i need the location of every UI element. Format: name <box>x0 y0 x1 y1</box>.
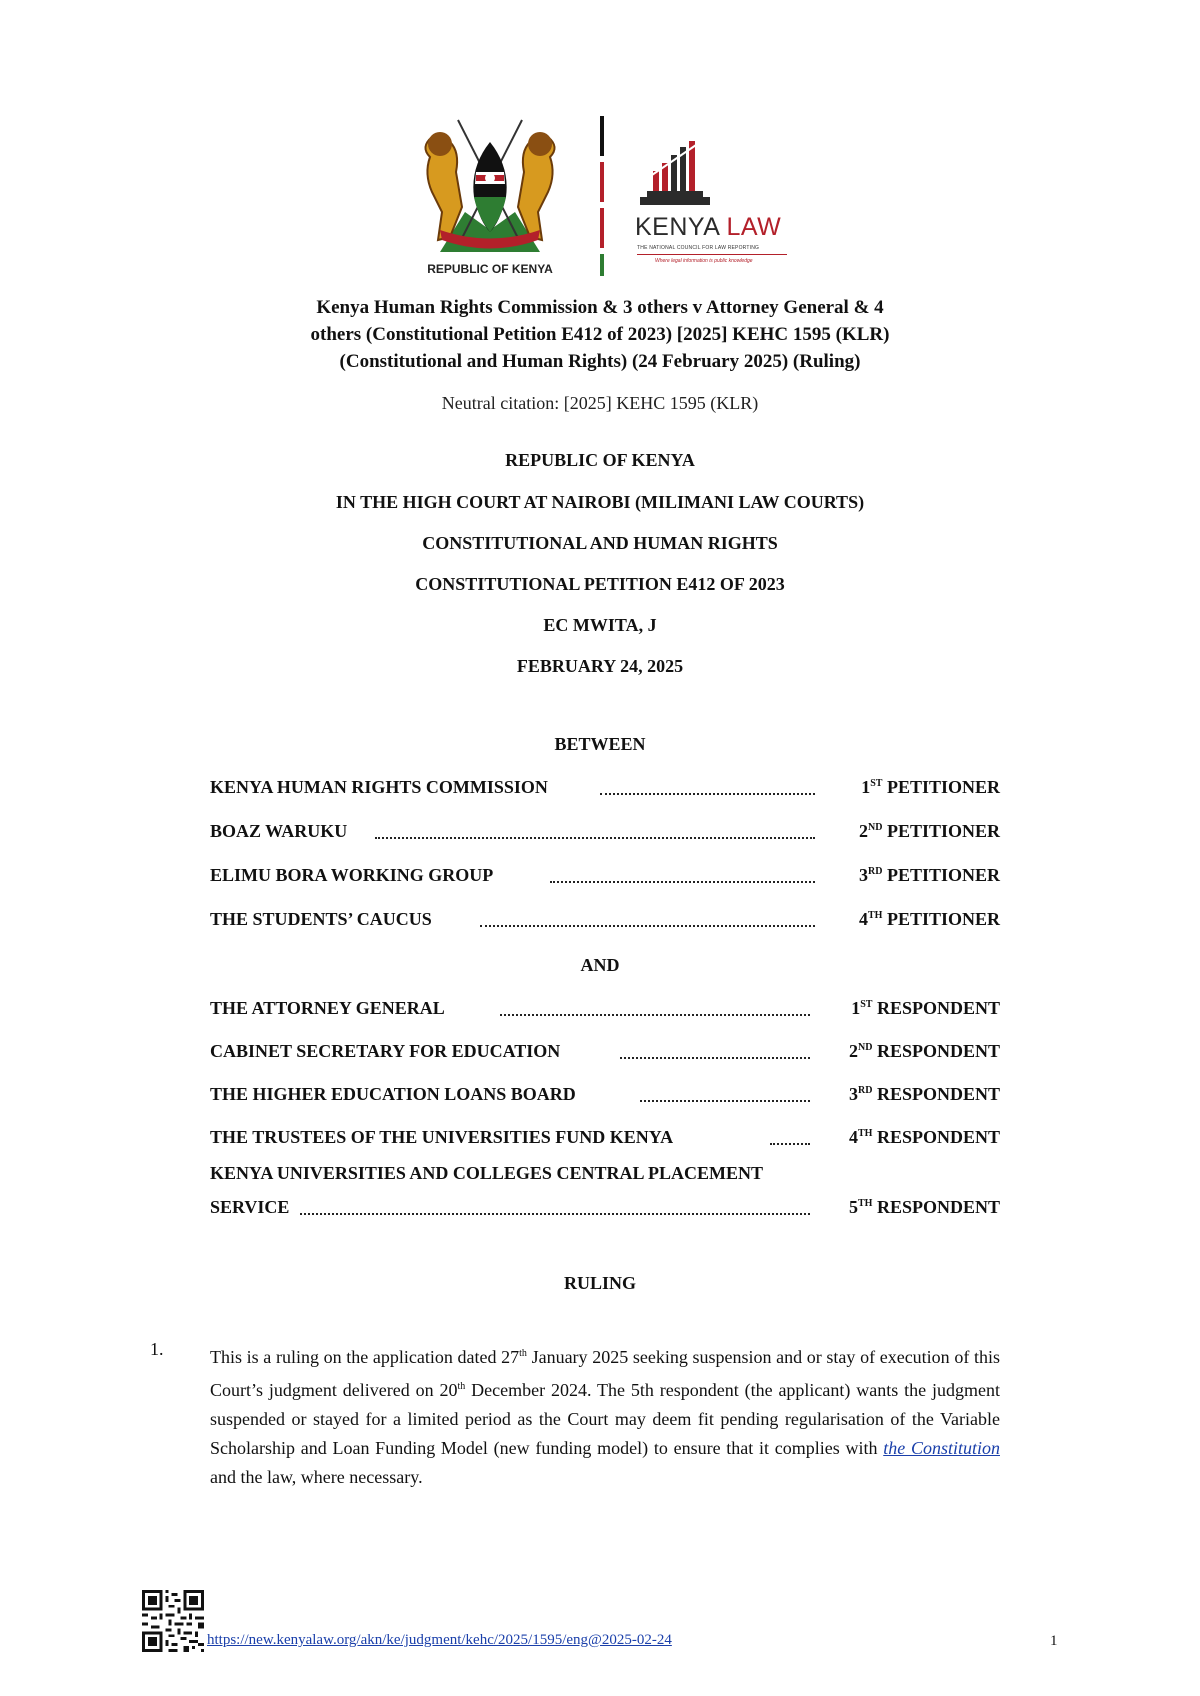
party-name: THE TRUSTEES OF THE UNIVERSITIES FUND KENYA <box>210 1127 677 1148</box>
ruling-heading: RULING <box>563 1273 636 1293</box>
party-row <box>210 1127 1000 1151</box>
party-name: BOAZ WARUKU <box>210 821 351 842</box>
party-role: 2ND RESPONDENT <box>845 1041 1000 1062</box>
party-name: THE ATTORNEY GENERAL <box>210 998 449 1019</box>
party-role: 5TH RESPONDENT <box>845 1197 1000 1218</box>
court-name: IN THE HIGH COURT AT NAIROBI (MILIMANI LAW COURTS) <box>335 492 865 512</box>
party-name: THE HIGHER EDUCATION LOANS BOARD <box>210 1084 580 1105</box>
judge-name: EC MWITA, J <box>543 615 657 635</box>
kenya-law-pillars-icon <box>635 137 805 209</box>
case-title-line3: (Constitutional and Human Rights) (24 February 2025) (Ruling) <box>339 351 861 372</box>
kenya-law-logo <box>635 137 805 277</box>
division-heading: CONSTITUTIONAL AND HUMAN RIGHTS <box>422 533 778 553</box>
party-name-line1: KENYA UNIVERSITIES AND COLLEGES CENTRAL PLACEMENT <box>210 1163 763 1183</box>
party-role: 4TH PETITIONER <box>855 909 1000 930</box>
party-row <box>210 1197 1000 1221</box>
constitution-link[interactable]: the Constitution <box>883 1438 1000 1458</box>
neutral-citation: Neutral citation: [2025] KEHC 1595 (KLR) <box>441 393 759 413</box>
ruling-paragraph: This is a ruling on the application dated 27th January 2025 seeking suspension and or stay of execution of this Court’s judgment delivered on 20th December 2024. The 5th respondent (the applicant) wants the judgment suspended or stayed for a limited period as the Court may deem fit pending regularisation of the Variable Scholarship and Loan Funding Model (new funding model) to ensure that it complies with the Constitution and the law, where necessary. <box>210 1347 1001 1487</box>
footer-url-link[interactable]: https://new.kenyalaw.org/akn/ke/judgment/kehc/2025/1595/eng@2025-02-24 <box>207 1632 672 1648</box>
header-logos <box>0 112 1200 282</box>
kenya-law-motto: Where legal information is public knowledge <box>655 258 753 264</box>
petition-number: CONSTITUTIONAL PETITION E412 OF 2023 <box>415 574 785 594</box>
kenya-law-tagline: THE NATIONAL COUNCIL FOR LAW REPORTING <box>637 245 760 251</box>
party-role: 3RD PETITIONER <box>855 865 1000 886</box>
case-title-line1: Kenya Human Rights Commission & 3 others v Attorney General & 4 <box>316 297 884 318</box>
party-row <box>210 821 1000 845</box>
coat-of-arms-caption: REPUBLIC OF KENYA <box>427 262 553 276</box>
party-row <box>210 1041 1000 1065</box>
case-title-line2: others (Constitutional Petition E412 of 2023) [2025] KEHC 1595 (KLR) <box>310 324 890 345</box>
party-role: 3RD RESPONDENT <box>845 1084 1000 1105</box>
page-number: 1 <box>1050 1633 1058 1649</box>
logo-divider <box>600 116 604 276</box>
case-title <box>150 294 1050 375</box>
party-row <box>210 1084 1000 1108</box>
party-name: CABINET SECRETARY FOR EDUCATION <box>210 1041 564 1062</box>
party-role: 1ST PETITIONER <box>857 777 1000 798</box>
kenya-law-wordmark: KENYA LAW <box>635 213 782 241</box>
and-label: AND <box>580 955 620 975</box>
party-name: KENYA HUMAN RIGHTS COMMISSION <box>210 777 552 798</box>
party-role: 4TH RESPONDENT <box>845 1127 1000 1148</box>
party-name: ELIMU BORA WORKING GROUP <box>210 865 497 886</box>
ruling-date: FEBRUARY 24, 2025 <box>516 656 684 676</box>
party-role: 2ND PETITIONER <box>855 821 1000 842</box>
between-label: BETWEEN <box>554 734 646 754</box>
kenya-law-rule <box>637 254 787 255</box>
party-row <box>210 909 1000 933</box>
party-name: THE STUDENTS’ CAUCUS <box>210 909 436 930</box>
paragraph-number: 1. <box>150 1339 164 1359</box>
party-row <box>210 865 1000 889</box>
party-name: SERVICE <box>210 1197 293 1218</box>
coat-of-arms-logo <box>410 112 570 282</box>
party-row <box>210 777 1000 801</box>
party-role: 1ST RESPONDENT <box>847 998 1000 1019</box>
party-row <box>210 998 1000 1022</box>
republic-heading: REPUBLIC OF KENYA <box>505 450 695 470</box>
coat-of-arms-icon <box>410 112 570 262</box>
qr-code-icon <box>142 1590 204 1652</box>
